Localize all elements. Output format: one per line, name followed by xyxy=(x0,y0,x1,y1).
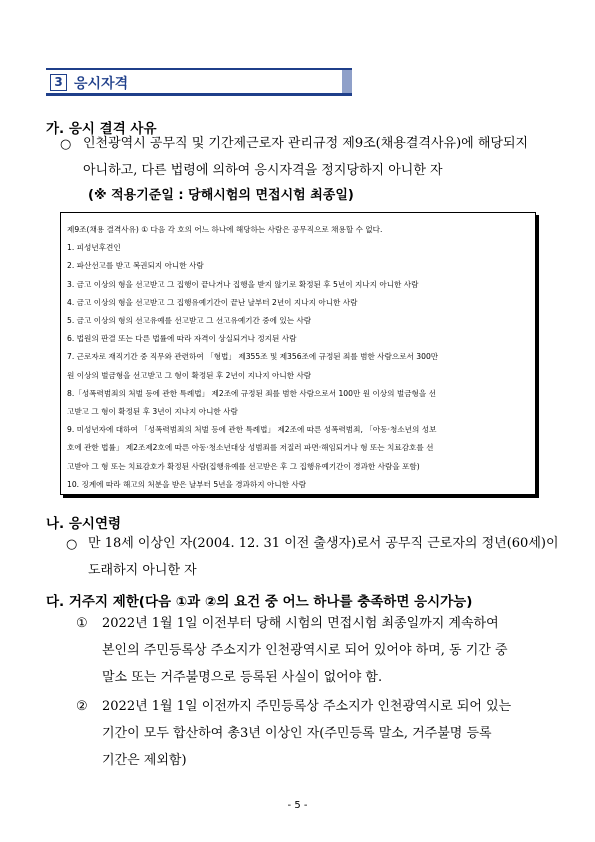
item-marker-1: ① xyxy=(76,616,88,631)
regulation-line: 6. 법원의 판결 또는 다른 법률에 따라 자격이 상실되거나 정지된 사람 xyxy=(67,334,297,344)
regulation-line: 고받아 그 형 또는 치료감호가 확정된 사람(집행유예를 선고받은 후 그 집행유예기간이 경과한 사람을 포함) xyxy=(67,461,420,471)
bullet-icon: ○ xyxy=(60,137,72,152)
page-number: - 5 - xyxy=(287,800,308,811)
regulation-line: 1. 피성년후견인 xyxy=(67,243,121,253)
heading-disqualification: 가. 응시 결격 사유 xyxy=(46,121,157,137)
age-line-2: 도래하지 아니한 자 xyxy=(88,563,197,578)
regulation-line: 5. 금고 이상의 형의 선고유예를 선고받고 그 선고유예기간 중에 있는 사람 xyxy=(67,316,312,326)
regulation-line: 9. 미성년자에 대하여 「성폭력범죄의 처벌 등에 관한 특례법」 제2조에 따른 성폭력범죄, 「아동·청소년의 성보 xyxy=(67,425,437,435)
regulation-line: 고받고 그 형이 확정된 후 3년이 지나지 아니한 사람 xyxy=(67,407,238,417)
section-header xyxy=(46,68,352,96)
header-shade-block xyxy=(342,70,352,93)
regulation-box xyxy=(60,212,536,495)
residency-2-line-1: 2022년 1월 1일 이전까지 주민등록상 주소지가 인천광역시로 되어 있는 xyxy=(102,699,512,714)
residency-1-line-1: 2022년 1월 1일 이전부터 당해 시험의 면접시험 최종일까지 계속하여 xyxy=(102,616,499,631)
regulation-line: 8.「성폭력범죄의 처벌 등에 관한 특례법」 제2조에 규정된 죄를 범한 사람으로서 100만 원 이상의 벌금형을 선 xyxy=(67,388,436,398)
disqualification-line-1: 인천광역시 공무직 및 기간제근로자 관리규정 제9조(채용결격사유)에 해당되지 xyxy=(83,136,529,151)
item-marker-2: ② xyxy=(76,699,88,714)
reference-date-note: (※ 적용기준일 : 당해시험의 면접시험 최종일) xyxy=(88,188,354,203)
regulation-line: 제9조(채용 결격사유) ① 다음 각 호의 어느 하나에 해당하는 사람은 공무직으로 채용할 수 없다. xyxy=(67,225,383,234)
regulation-line: 3. 금고 이상의 형을 선고받고 그 집행이 끝나거나 집행을 받지 않기로 확정된 후 5년이 지나지 아니한 사람 xyxy=(67,279,419,289)
regulation-line: 원 이상의 벌금형을 선고받고 그 형이 확정된 후 2년이 지나지 아니한 사람 xyxy=(67,370,312,380)
section-title: 응시자격 xyxy=(74,76,129,92)
header-top-rule xyxy=(46,68,352,70)
regulation-line: 7. 근로자로 재직기간 중 직무와 관련하여 「형법」 제355조 및 제356조에 규정된 죄를 범한 사람으로서 300만 xyxy=(67,352,439,362)
residency-1-line-2: 본인의 주민등록상 주소지가 인천광역시로 되어 있어야 하며, 동 기간 중 xyxy=(102,643,508,658)
regulation-line: 10. 징계에 따라 해고의 처분을 받은 날부터 5년을 경과하지 아니한 사람 xyxy=(67,479,307,489)
header-bottom-rule xyxy=(46,93,352,96)
bullet-icon: ○ xyxy=(66,537,78,552)
section-number: 3 xyxy=(50,74,67,91)
residency-2-line-3: 기간은 제외함) xyxy=(102,753,187,768)
regulation-line: 2. 파산선고를 받고 복권되지 아니한 사람 xyxy=(67,261,204,271)
regulation-lines xyxy=(67,221,529,494)
heading-age: 나. 응시연령 xyxy=(46,516,122,532)
regulation-line: 4. 금고 이상의 형을 선고받고 그 집행유예기간이 끝난 날부터 2년이 지나지 아니한 사람 xyxy=(67,297,358,307)
age-line-1: 만 18세 이상인 자(2004. 12. 31 이전 출생자)로서 공무직 근로자의 정년(60세)이 xyxy=(88,536,559,551)
regulation-line: 호에 관한 법률」 제2조제2호에 따른 아동·청소년대상 성범죄를 저질러 파면·해임되거나 형 또는 치료감호를 선 xyxy=(67,443,434,453)
residency-1-line-3: 말소 또는 거주불명으로 등록된 사실이 없어야 함. xyxy=(102,670,383,685)
disqualification-line-2: 아니하고, 다른 법령에 의하여 응시자격을 정지당하지 아니한 자 xyxy=(83,163,443,178)
heading-residency: 다. 거주지 제한(다음 ①과 ②의 요건 중 어느 하나를 충족하면 응시가능) xyxy=(46,594,473,610)
residency-2-line-2: 기간이 모두 합산하여 총3년 이상인 자(주민등록 말소, 거주불명 등록 xyxy=(102,726,492,741)
